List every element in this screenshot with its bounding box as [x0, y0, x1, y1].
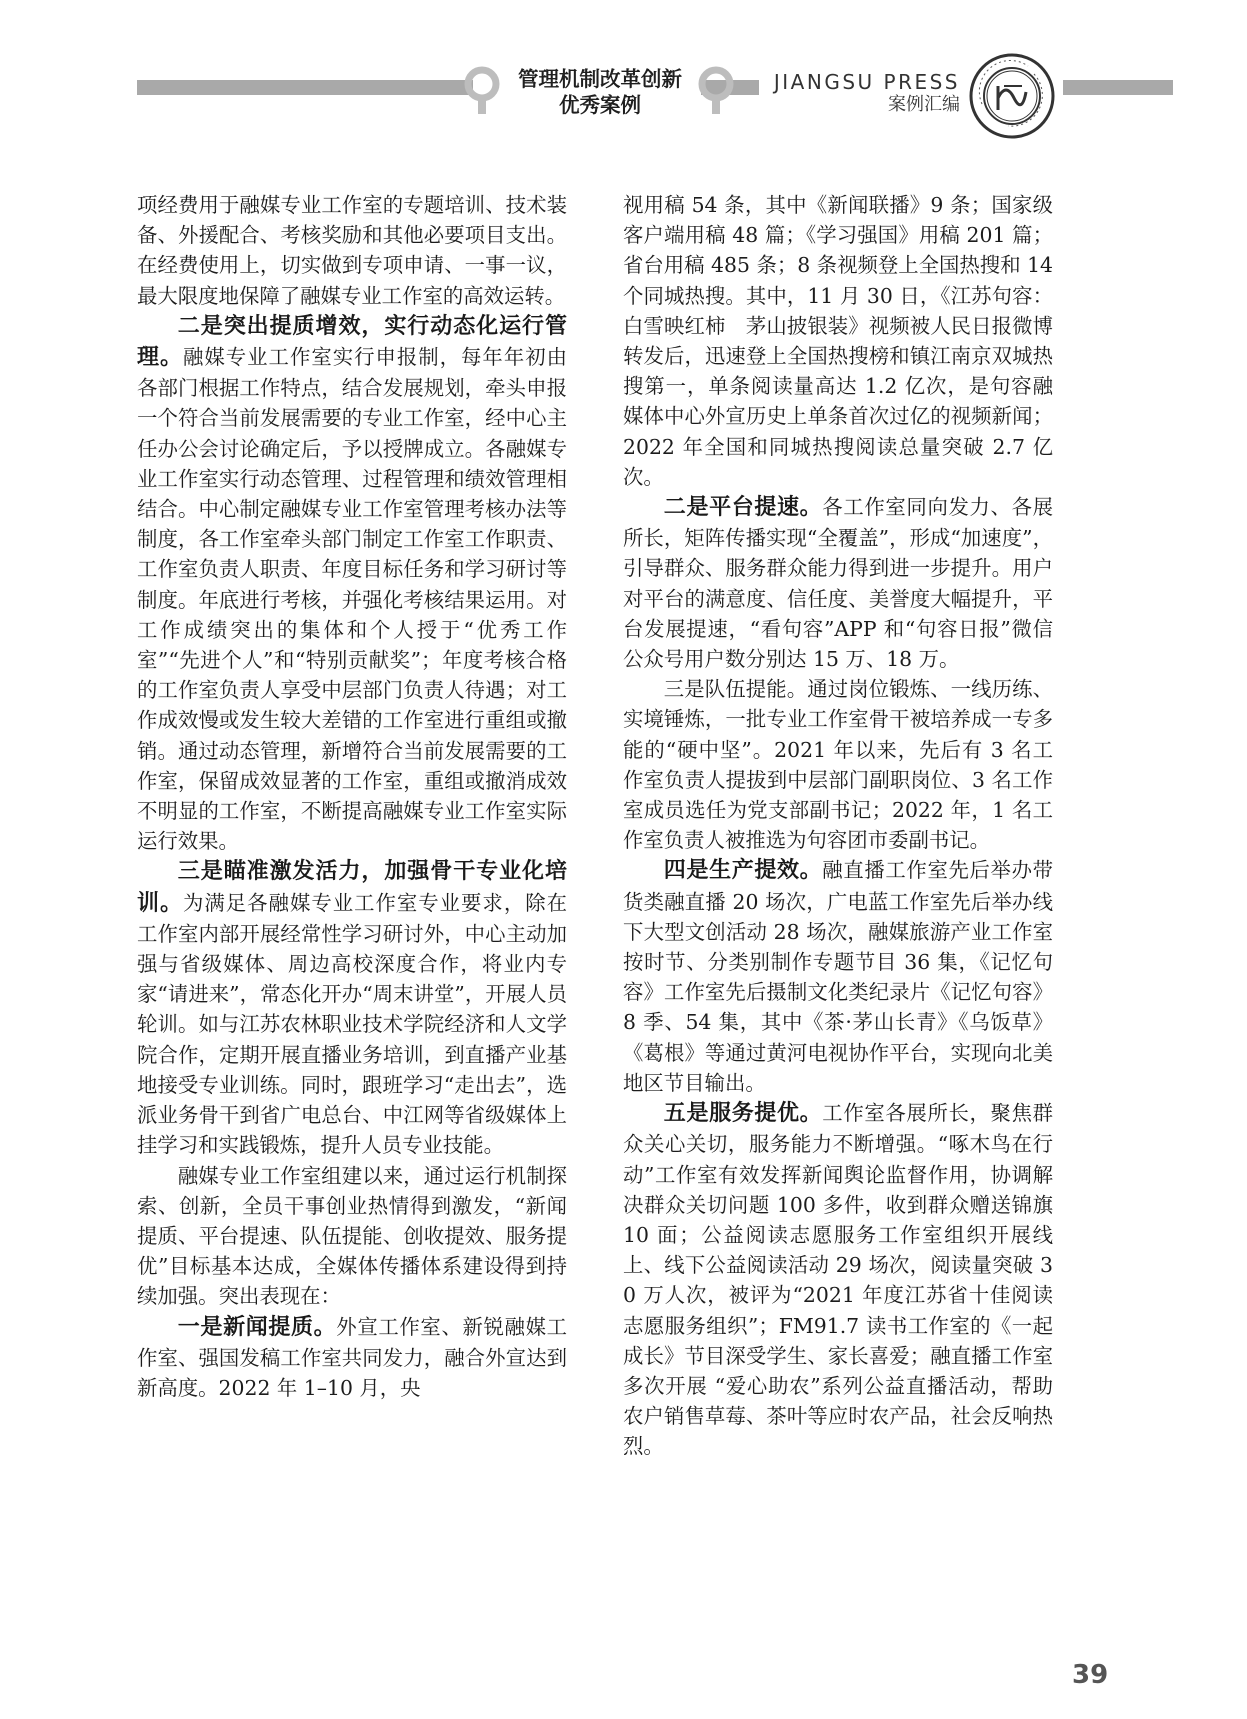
paragraph-text: 视用稿 54 条，其中《新闻联播》9 条；国家级客户端用稿 48 篇；《学习强国》用稿 201 篇；省台用稿 485 条；8 条视频登上全国热搜和 14 个同城热搜。其中，11 月 30 日，《江苏句容：白雪映红柿 茅山披银装》视频被人民日报微博转发后，迅速登上全国热搜榜和镇江南京双城热搜第一，单条阅读量高达 1.2 亿次，是句容融媒体中心外宣历史上单条首次过亿的视频新闻；2022 年全国和同城热搜阅读总量突破 2.7 亿次。: [623, 193, 1054, 489]
paragraph-lead: 二是突出提质增效，实行动态化运行管理。: [137, 313, 567, 371]
press-association-seal-icon: [968, 52, 1056, 140]
header-rule-right: [1063, 80, 1173, 95]
header-title-line2: 优秀案例: [559, 93, 641, 117]
paragraph: [623, 492, 1053, 674]
header-title-line1: 管理机制改革创新: [518, 67, 682, 91]
paragraph: [137, 190, 567, 311]
press-name: JIANGSU PRESS: [773, 70, 960, 94]
paragraph: [137, 311, 567, 857]
paragraph-text: 融媒专业工作室组建以来，通过运行机制探索、创新，全员干事创业热情得到激发，“新闻提质、平台提速、队伍提能、创收提效、服务提优”目标基本达成，全媒体传播体系建设得到持续加强。突出表现在：: [137, 1163, 567, 1309]
paragraph: [623, 1098, 1053, 1461]
paragraph-lead: 四是生产提效。: [663, 858, 823, 884]
paragraph: [137, 1312, 567, 1404]
page-number: 39: [1072, 1660, 1109, 1690]
paragraph-text: 工作室各展所长，聚焦群众关心关切，服务能力不断增强。“啄木鸟在行动”工作室有效发挥新闻舆论监督作用，协调解决群众关切问题 100 多件，收到群众赠送锦旗 10 面；公益阅读志愿服务工作室组织开展线上、线下公益阅读活动 29 场次，阅读量突破 30 万人次，被评为“2021 年度江苏省十佳阅读志愿服务组织”；FM91.7 读书工作室的《一起成长》节目深受学生、家长喜爱；融直播工作室多次开展 “爱心助农”系列公益直播活动，帮助农户销售草莓、茶叶等应时农产品，社会反响热烈。: [623, 1101, 1053, 1459]
paragraph: [623, 674, 1053, 855]
location-pin-icon: [696, 66, 736, 116]
paragraph: [137, 856, 567, 1160]
paragraph-lead: 三是瞄准激发活力，加强骨干专业化培训。: [137, 859, 567, 916]
header-rule-left: [137, 80, 473, 95]
paragraph: [623, 190, 1053, 492]
paragraph-text: 融媒专业工作室实行申报制，每年年初由各部门根据工作特点，结合发展规划，牵头申报一个符合当前发展需要的专业工作室，经中心主任办公会讨论确定后，予以授牌成立。各融媒专业工作室实行动态管理、过程管理和绩效管理相结合。中心制定融媒专业工作室管理考核办法等制度，各工作室牵头部门制定工作室工作职责、工作室负责人职责、年度目标任务和学习研讨等制度。年底进行考核，并强化考核结果运用。对工作成绩突出的集体和个人授于“优秀工作室”“先进个人”和“特别贡献奖”；年度考核合格的工作室负责人享受中层部门负责人待遇；对工作成效慢或发生较大差错的工作室进行重组或撤销。通过动态管理，新增符合当前发展需要的工作室，保留成效显著的工作室，重组或撤消成效不明显的工作室，不断提高融媒专业工作室实际运行效果。: [137, 345, 567, 854]
paragraph-text: 融直播工作室先后举办带货类融直播 20 场次，广电蓝工作室先后举办线下大型文创活动 28 场次，融媒旅游产业工作室按时节、分类别制作专题节目 36 集，《记忆句容》工作室先后摄制文化类纪录片《记忆句容》8 季、54 集，其中《茶·茅山长青》《乌饭草》《葛根》等通过黄河电视协作平台，实现向北美地区节目输出。: [623, 858, 1053, 1095]
location-pin-icon: [462, 66, 502, 116]
paragraph-text: 三是队伍提能。通过岗位锻炼、一线历练、实境锤炼，一批专业工作室骨干被培养成一专多能的“硬中坚”。2021 年以来，先后有 3 名工作室负责人提拔到中层部门副职岗位、3 名工作室成员选任为党支部副书记；2022 年，1 名工作室负责人被推选为句容团市委副书记。: [623, 677, 1053, 853]
paragraph-text: 外宣工作室、新锐融媒工作室、强国发稿工作室共同发力，融合外宣达到新高度。2022 年 1–10 月，央: [137, 1314, 567, 1400]
header-title: [505, 66, 695, 118]
press-subtitle: 案例汇编: [888, 94, 960, 115]
paragraph-text: 为满足各融媒专业工作室专业要求，除在工作室内部开展经常性学习研讨外，中心主动加强与省级媒体、周边高校深度合作，将业内专家“请进来”，常态化开办“周末讲堂”，开展人员轮训。如与江苏农林职业技术学院经济和人文学院合作，定期开展直播业务培训，到直播产业基地接受专业训练。同时，跟班学习“走出去”，选派业务骨干到省广电总台、中江网等省级媒体上挂学习和实践锻炼，提升人员专业技能。: [137, 890, 567, 1158]
left-column: [137, 190, 567, 1403]
paragraph-lead: 一是新闻提质。: [177, 1314, 337, 1340]
right-column: [623, 190, 1053, 1462]
paragraph-text: 项经费用于融媒专业工作室的专题培训、技术装备、外援配合、考核奖励和其他必要项目支出。在经费使用上，切实做到专项申请、一事一议，最大限度地保障了融媒专业工作室的高效运转。: [137, 193, 567, 308]
paragraph-text: 各工作室同向发力、各展所长，矩阵传播实现“全覆盖”，形成“加速度”，引导群众、服务群众能力得到进一步提升。用户对平台的满意度、信任度、美誉度大幅提升，平台发展提速，“看句容”APP 和“句容日报”微信公众号用户数分别达 15 万、18 万。: [623, 495, 1053, 672]
paragraph-lead: 五是服务提优。: [663, 1101, 823, 1127]
paragraph: [623, 855, 1053, 1098]
paragraph: [137, 1161, 567, 1312]
paragraph-lead: 二是平台提速。: [663, 495, 823, 521]
